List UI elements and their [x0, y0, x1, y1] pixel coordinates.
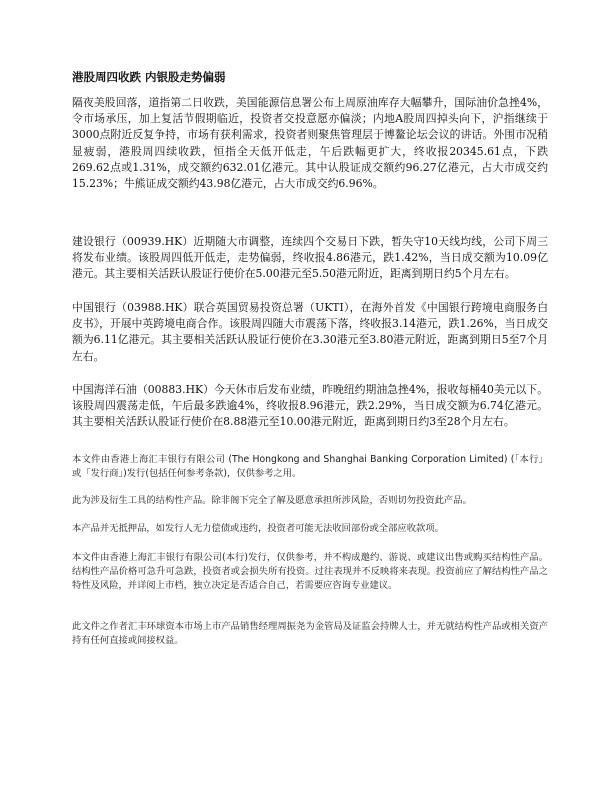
investment-risk-disclaimer: 本文件由香港上海汇丰银行有限公司(本行)发行，仅供参考，并不构成邀约、游说、或建议出售或购买结构性产品。结构性产品价格可急升可急跌，投资者或会损失所有投资。过往表现并不反映将来表现。投资前应了解结构性产品之特性及风险，并详阅上市档，独立决定是否适合自己，若需要应咨询专业建议。	[72, 552, 548, 591]
cnooc-paragraph: 中国海洋石油（00883.HK）今天休市后发布业绩，昨晚纽约期油急挫4%，报收每桶40美元以下。该股周四震荡走低，午后最多跌逾4%，终收报8.96港元，跌2.29%，当日成交额为6.74亿港元。其主要相关活跃认股证行使价在8.88港元至10.00港元附近，距离到期日约3至28个月左右。	[72, 383, 548, 429]
boc-paragraph: 中国银行（03988.HK）联合英国贸易投资总署（UKTI），在海外首发《中国银行跨境电商服务白皮书》，开展中英跨境电商合作。该股周四随大市震荡下落，终收报3.14港元，跌1.26%，当日成交额为6.11亿港元。其主要相关活跃认股证行使价在3.30港元至3.80港元附近，距离到期日5至7个月左右。	[72, 301, 548, 363]
ccb-paragraph: 建设银行（00939.HK）近期随大市调整，连续四个交易日下跌，暂失守10天线均线，公司下周三将发布业绩。该股周四低开低走，走势偏弱，终收报4.86港元，跌1.42%，当日成交额为10.09亿港元。其主要相关活跃认股证行使价在5.00港元至5.50港元附近，距离到期日约5个月左右。	[72, 235, 548, 281]
derivative-risk-disclaimer: 此为涉及衍生工具的结构性产品。除非阁下完全了解及愿意承担所涉风险，否则切勿投资此产品。	[72, 495, 472, 506]
market-summary-paragraph: 隔夜美股回落，道指第二日收跌，美国能源信息署公布上周原油库存大幅攀升，国际油价急挫4%，令市场承压，加上复活节假期临近，投资者交投意愿亦偏淡；内地A股周四掉头向下，沪指继续于3000点附近反复争持，市场有获利需求，投资者则聚焦管理层于博鳌论坛会议的讲话。外围市况稍显疲弱，港股周四续收跌，恒指全天低开低走，午后跌幅更扩大，终收报20345.61点，下跌269.62点或1.31%，成交额约632.01亿港元。其中认股证成交额约96.27亿港元，占大市成交约15.23%；牛熊证成交额约43.98亿港元，占大市成交约6.96%。	[72, 96, 548, 191]
document-title: 港股周四收跌 内银股走势偏弱	[72, 70, 226, 84]
no-collateral-disclaimer: 本产品并无抵押品，如发行人无力偿债或违约，投资者可能无法收回部份或全部应收款项。	[72, 523, 444, 534]
issuer-disclaimer: 本文件由香港上海汇丰银行有限公司 (The Hongkong and Shanghai Banking Corporation Limited) (「本行」或「发行商」)发行(包括任何参考条款)，仅供参考之用。	[72, 454, 548, 479]
author-disclosure: 此文件之作者汇丰环球资本市场上市产品销售经理周振尧为金管局及证监会持牌人士，并无就结构性产品或相关资产持有任何直接或间接权益。	[72, 621, 548, 646]
